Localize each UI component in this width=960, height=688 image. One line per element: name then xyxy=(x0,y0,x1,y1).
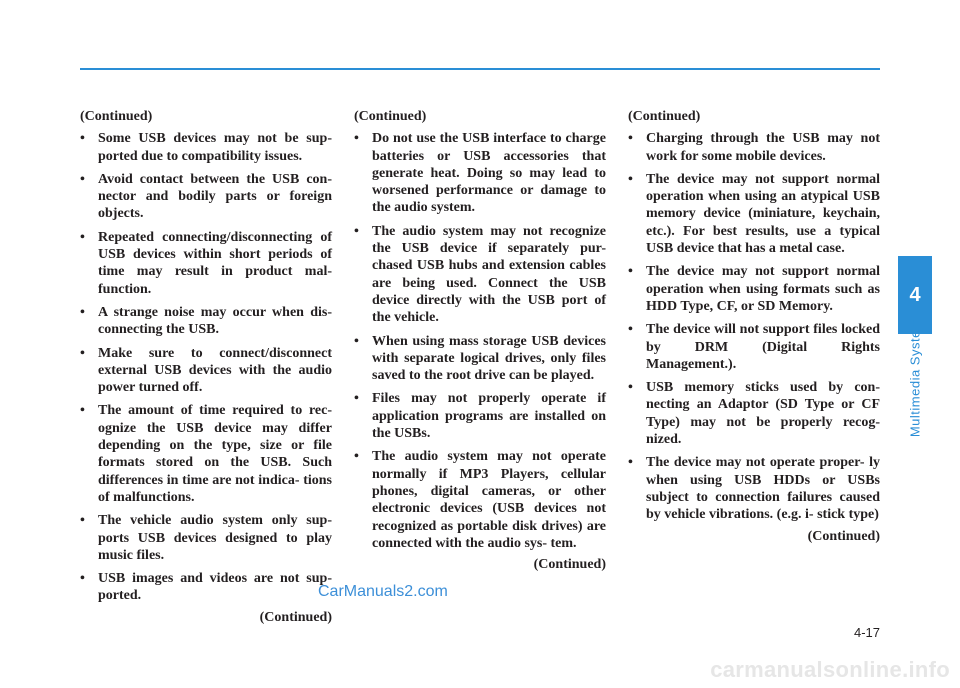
bullet-glyph: • xyxy=(354,449,359,465)
list-item xyxy=(628,379,880,448)
bullet-list xyxy=(80,130,332,604)
bullet-glyph: • xyxy=(80,403,85,419)
list-item xyxy=(354,448,606,552)
list-item-text: Avoid contact between the USB con- nector and bodily parts or foreign objects. xyxy=(98,171,332,222)
list-item-text: Charging through the USB may not work for some mobile devices. xyxy=(646,131,880,164)
list-item-text: The device may not support normal operation when using formats such as HDD Type, CF, or SD Memory. xyxy=(646,264,880,314)
list-item xyxy=(80,512,332,564)
watermark-text: carmanualsonline.info xyxy=(710,657,950,682)
bullet-glyph: • xyxy=(80,345,85,361)
list-item-text: USB memory sticks used by con- necting an Adaptor (SD Type or CF Type) may not be properly recog- nized. xyxy=(646,380,880,448)
list-item xyxy=(80,570,332,605)
bullet-glyph: • xyxy=(354,131,359,147)
bullet-glyph: • xyxy=(80,513,85,529)
bullet-glyph: • xyxy=(80,304,85,320)
list-item-text: Some USB devices may not be sup- ported due to compatibility issues. xyxy=(98,131,332,164)
bullet-glyph: • xyxy=(628,171,633,187)
list-item-text: The device may not operate proper- ly when using USB HDDs or USBs subject to connection failures caused by vehicle vibrations. (e.g. i- stick type) xyxy=(646,455,880,523)
list-item xyxy=(354,390,606,442)
continued-label: (Continued) xyxy=(80,109,153,124)
text-column-2 xyxy=(354,108,606,573)
list-item-text: The audio system may not recognize the USB device if separately pur- chased USB hubs and extension cables are being used. Connect the USB device directly with the USB port of the vehicle. xyxy=(372,223,606,326)
list-item xyxy=(80,171,332,223)
watermark-link[interactable]: CarManuals2.com xyxy=(318,583,448,600)
bullet-glyph: • xyxy=(354,391,359,407)
list-item xyxy=(354,223,606,327)
bullet-glyph: • xyxy=(628,131,633,147)
list-item xyxy=(628,263,880,315)
text-column-1 xyxy=(80,108,332,626)
bullet-list xyxy=(354,130,606,552)
list-item-text: The audio system may not operate normally if MP3 Players, cellular phones, digital cameras, or other electronic devices (USB devices not recognized as portable disk drives) are connected with the audio sys- tem. xyxy=(372,449,606,551)
bullet-list xyxy=(628,130,880,523)
bullet-glyph: • xyxy=(354,223,359,239)
continued-label: (Continued) xyxy=(533,557,606,573)
list-item-text: A strange noise may occur when dis- connecting the USB. xyxy=(98,304,332,338)
bullet-glyph: • xyxy=(628,322,633,338)
list-item xyxy=(628,454,880,523)
text-column-3 xyxy=(628,108,880,545)
continued-label: (Continued) xyxy=(354,109,427,124)
list-item-text: The vehicle audio system only sup- ports USB devices designed to play music files. xyxy=(98,513,332,563)
list-item-text: The device may not support normal operation when using an atypical USB memory device (miniature, keychain, etc.). For best results, use a typical USB device that has a metal case. xyxy=(646,171,880,257)
list-item xyxy=(80,229,332,298)
list-item xyxy=(354,333,606,385)
continued-label: (Continued) xyxy=(259,609,332,625)
chapter-number: 4 xyxy=(909,283,921,306)
bullet-glyph: • xyxy=(628,264,633,280)
list-item-text: USB images and videos are not sup- ported. xyxy=(98,571,332,604)
header-rule xyxy=(80,68,880,70)
continued-label: (Continued) xyxy=(807,528,880,544)
continued-label: (Continued) xyxy=(628,109,701,124)
list-item xyxy=(80,345,332,397)
list-item xyxy=(628,321,880,373)
list-item xyxy=(354,130,606,216)
list-item xyxy=(80,402,332,506)
section-label: Multimedia System xyxy=(907,318,923,438)
bullet-glyph: • xyxy=(354,333,359,349)
page-number: 4-17 xyxy=(853,625,880,640)
bullet-glyph: • xyxy=(80,131,85,147)
list-item-text: Repeated connecting/disconnecting of USB devices within short periods of time may result in product mal- function. xyxy=(98,229,332,297)
list-item xyxy=(628,130,880,165)
bullet-glyph: • xyxy=(80,229,85,245)
bullet-glyph: • xyxy=(628,380,633,396)
list-item-text: When using mass storage USB devices with separate logical drives, only files saved to the root drive can be played. xyxy=(372,333,606,384)
list-item-text: Files may not properly operate if application programs are installed on the USBs. xyxy=(372,391,606,442)
list-item xyxy=(628,171,880,257)
list-item-text: The amount of time required to rec- ognize the USB device may differ depending on the type, size or file formats stored on the USB. Such differences in time are not indica- tions of malfunctions. xyxy=(98,403,332,505)
list-item xyxy=(80,130,332,165)
list-item xyxy=(80,304,332,339)
bullet-glyph: • xyxy=(80,571,85,587)
list-item-text: Make sure to connect/disconnect external USB devices with the audio power turned off. xyxy=(98,345,332,396)
bullet-glyph: • xyxy=(80,171,85,187)
list-item-text: The device will not support files locked by DRM (Digital Rights Management.). xyxy=(646,322,880,372)
list-item-text: Do not use the USB interface to charge batteries or USB accessories that generate heat. Doing so may lead to worsened performance or damage to the audio system. xyxy=(372,131,606,216)
bullet-glyph: • xyxy=(628,455,633,471)
